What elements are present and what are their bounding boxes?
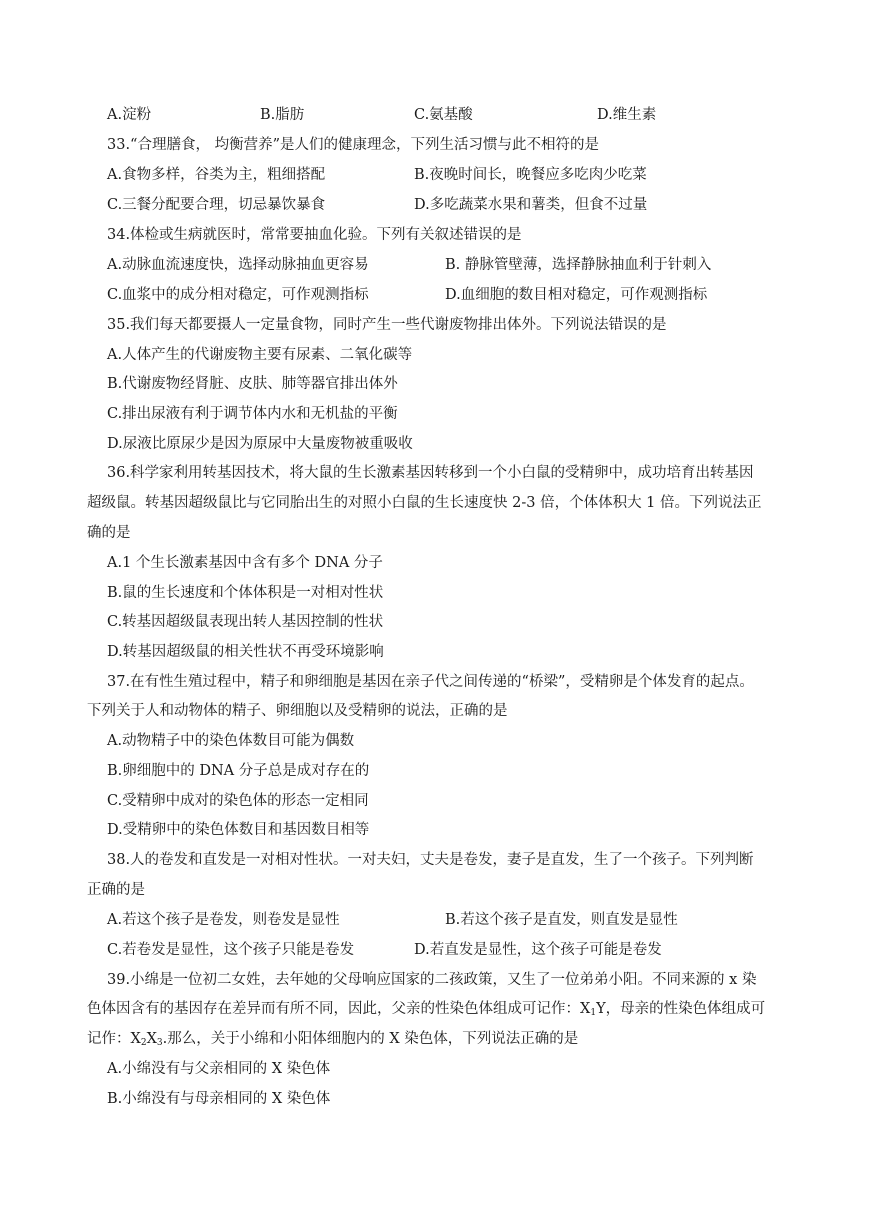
q32-option-a: A.淀粉 <box>107 107 152 123</box>
q38-stem-line2: 正确的是 <box>87 882 145 898</box>
q34-option-d: D.血细胞的数目相对稳定，可作观测指标 <box>445 287 708 303</box>
q38-option-d: D.若直发是显性，这个孩子可能是卷发 <box>414 942 662 958</box>
q36-option-b: B.鼠的生长速度和个体体积是一对相对性状 <box>107 585 384 601</box>
q34-option-c: C.血浆中的成分相对稳定，可作观测指标 <box>107 287 369 303</box>
q38-option-a: A.若这个孩子是卷发，则卷发是显性 <box>107 912 340 928</box>
q34-option-b: B. 静脉管壁薄，选择静脉抽血利于针刺入 <box>445 257 712 273</box>
q39-line3-text-a: 记作：X <box>87 1031 141 1047</box>
q37-option-b: B.卵细胞中的 DNA 分子总是成对存在的 <box>107 763 370 779</box>
q38-option-c: C.若卷发是显性，这个孩子只能是卷发 <box>107 942 355 958</box>
q38-stem-line1: 38.人的卷发和直发是一对相对性状。一对夫妇，丈夫是卷发，妻子是直发，生了一个孩子。下列判断 <box>107 852 754 868</box>
q36-stem-line2: 超级鼠。转基因超级鼠比与它同胎出生的对照小白鼠的生长速度快 2-3 倍，个体体积大 1 倍。下列说法正 <box>87 495 762 511</box>
q39-stem-line3 <box>87 1029 578 1053</box>
q39-line2-text-a: 色体因含有的基因存在差异而有所不同，因此，父亲的性染色体组成可记作：X <box>87 1001 591 1017</box>
q32-option-b: B.脂肪 <box>260 107 305 123</box>
q32-options <box>107 105 747 125</box>
q33-option-c: C.三餐分配要合理，切忌暴饮暴食 <box>107 197 326 213</box>
q39-stem-line1: 39.小绵是一位初二女姓，去年她的父母响应国家的二孩政策，又生了一位弟弟小阳。不同来源的 x 染 <box>107 972 757 988</box>
q34-options-row2 <box>107 285 747 305</box>
q36-stem-line3: 确的是 <box>87 525 131 541</box>
q39-line3-text-b: .那么，关于小绵和小阳体细胞内的 X 染色体，下列说法正确的是 <box>162 1031 579 1047</box>
q35-option-d: D.尿液比原尿少是因为原尿中大量废物被重吸收 <box>107 436 413 452</box>
q39-line3-subscript-1: 2 <box>140 1038 147 1048</box>
q33-stem: 33.“合理膳食， 均衡营养”是人们的健康理念，下列生活习惯与此不相符的是 <box>107 137 599 153</box>
q34-options-row1 <box>107 255 747 275</box>
q36-option-c: C.转基因超级鼠表现出转人基因控制的性状 <box>107 614 384 630</box>
q39-line2-text-b: Y，母亲的性染色体组成可 <box>596 1001 766 1017</box>
q39-line3-subscript-2: 3 <box>156 1038 163 1048</box>
q34-option-a: A.动脉血流速度快，选择动脉抽血更容易 <box>107 257 369 273</box>
q39-option-b: B.小绵没有与母亲相同的 X 染色体 <box>107 1091 331 1107</box>
q37-stem-line2: 下列关于人和动物体的精子、卵细胞以及受精卵的说法，正确的是 <box>87 703 508 719</box>
q36-option-d: D.转基因超级鼠的相关性状不再受环境影响 <box>107 644 384 660</box>
q33-options-row2 <box>107 195 747 215</box>
q33-option-a: A.食物多样，谷类为主，粗细搭配 <box>107 167 326 183</box>
q33-option-b: B.夜晚时间长，晚餐应多吃肉少吃菜 <box>414 167 647 183</box>
q33-option-d: D.多吃蔬菜水果和薯类，但食不过量 <box>414 197 648 213</box>
q32-option-c: C.氨基酸 <box>414 107 473 123</box>
q38-options-row2 <box>107 940 747 960</box>
q37-stem-line1: 37.在有性生殖过程中，精子和卵细胞是基因在亲子代之间传递的“桥梁”，受精卵是个体发育的起点。 <box>107 674 754 690</box>
q37-option-c: C.受精卵中成对的染色体的形态一定相同 <box>107 793 369 809</box>
q32-option-d: D.维生素 <box>597 107 657 123</box>
q37-option-d: D.受精卵中的染色体数目和基因数目相等 <box>107 822 370 838</box>
q36-stem-line1: 36.科学家利用转基因技术，将大鼠的生长激素基因转移到一个小白鼠的受精卵中，成功培育出转基因 <box>107 465 754 481</box>
q39-option-a: A.小绵没有与父亲相同的 X 染色体 <box>107 1061 331 1077</box>
q35-stem: 35.我们每天都要摄人一定量食物，同时产生一些代谢废物排出体外。下列说法错误的是 <box>107 317 667 333</box>
q39-line3-text-mid: X <box>146 1031 157 1047</box>
q36-option-a: A.1 个生长激素基因中含有多个 DNA 分子 <box>107 555 383 571</box>
q38-option-b: B.若这个孩子是直发，则直发是显性 <box>445 912 678 928</box>
q37-option-a: A.动物精子中的染色体数目可能为偶数 <box>107 733 355 749</box>
q39-line2-subscript: 1 <box>590 1008 597 1018</box>
q38-options-row1 <box>107 910 747 930</box>
q35-option-c: C.排出尿液有利于调节体内水和无机盐的平衡 <box>107 406 398 422</box>
q35-option-a: A.人体产生的代谢废物主要有尿素、二氧化碳等 <box>107 347 413 363</box>
q34-stem: 34.体检或生病就医时，常常要抽血化验。下列有关叙述错误的是 <box>107 227 522 243</box>
q35-option-b: B.代谢废物经肾脏、皮肤、肺等器官排出体外 <box>107 376 398 392</box>
q33-options-row1 <box>107 165 747 185</box>
q39-stem-line2 <box>87 999 765 1023</box>
